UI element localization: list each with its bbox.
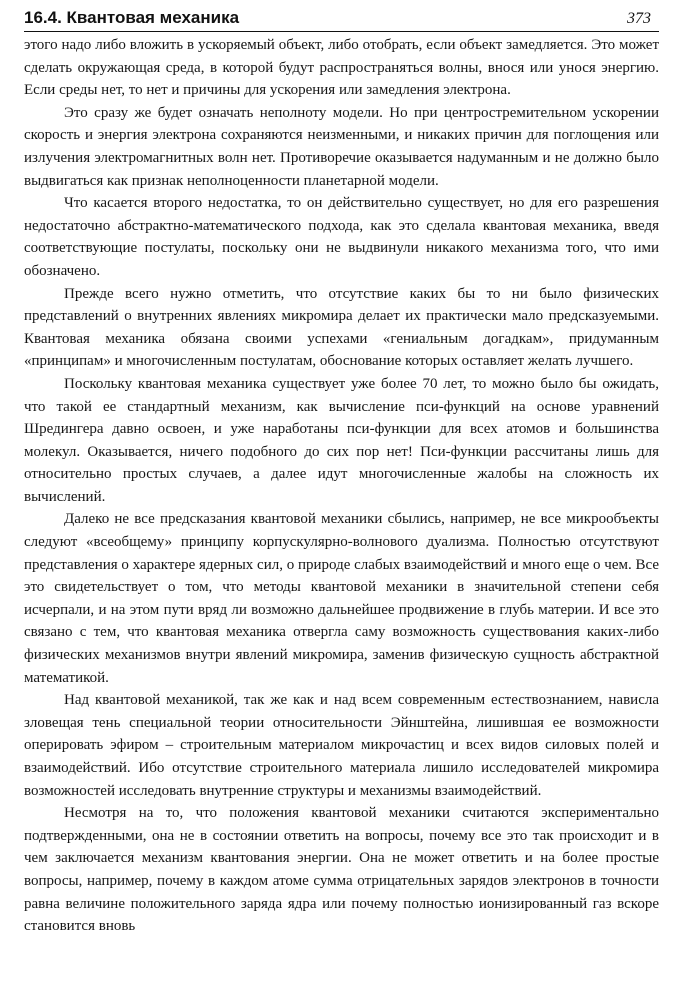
paragraph: Это сразу же будет означать неполноту модели. Но при центростремительном ускорении скорость и энергия электрона сохраняются неизменными, и никаких причин для поглощения или излучения электромагнитных волн нет. Противоречие оказывается надуманным и не должно было выдвигаться как признак неполноценности планетарной модели.: [24, 104, 659, 189]
running-header: [24, 8, 659, 32]
section-title: 16.4. Квантовая механика: [24, 8, 240, 27]
page-number: 373: [627, 10, 651, 27]
paragraph: Что касается второго недостатка, то он действительно существует, но для его разрешения недостаточно абстрактно-математического подхода, как это сделала квантовая механика, введя соответствующие постулаты, поскольку они не выдвинули никакого механизма того, что ими обозначено.: [24, 195, 659, 279]
paragraph: Прежде всего нужно отметить, что отсутствие каких бы то ни было физических представлений о внутренних явлениях микромира делает их практически мало предсказуемыми. Квантовая механика обязана своими успехами «гениальным догадкам», придуманным «принципам» и многочисленным постулатам, обоснование которых оставляет желать лучшего.: [24, 285, 659, 370]
paragraph: Над квантовой механикой, так же как и над всем современным естествознанием, нависла зловещая тень специальной теории относительности Эйнштейна, лишившая ее возможности оперировать эфиром – строительным материалом микрочастиц и всех видов силовых полей и взаимодействий. Ибо отсутствие строительного материала лишило исследователей микромира возможностей исследовать внутренние структуры и механизмы взаимодействий.: [24, 692, 659, 799]
paragraph: Несмотря на то, что положения квантовой механики считаются экспериментально подтвержденными, она не в состоянии ответить на вопросы, почему все это так происходит и в чем заключается механизм квантования энергии. Она не может ответить и на более простые вопросы, например, почему в каждом атоме сумма отрицательных зарядов электронов в точности равна величине положительного заряда ядра или почему полностью ионизированный газ вскоре становится вновь: [24, 805, 659, 935]
paragraph-continuation: этого надо либо вложить в ускоряемый объект, либо отобрать, если объект замедляется. Это может сделать окружающая среда, в которой будут распространяться волны, внося или унося энергию. Если среды нет, то нет и причины для ускорения или замедления электрона.: [24, 37, 659, 99]
paragraph: Далеко не все предсказания квантовой механики сбылись, например, не все микрообъекты следуют «всеобщему» принципу корпускулярно-волнового дуализма. Полностью отсутствуют представления о характере ядерных сил, о природе слабых взаимодействий и много еще о чем. Все это свидетельствует о том, что методы квантовой механики в значительной степени себя исчерпали, и на этом пути вряд ли возможно дальнейшее продвижение в глубь материи. И все это связано с тем, что квантовая механика отвергла саму возможность существования каких-либо физических механизмов внутри явлений микромира, заменив физическую сущность абстрактной математикой.: [24, 511, 659, 686]
paragraph: Поскольку квантовая механика существует уже более 70 лет, то можно было бы ожидать, что такой ее стандартный механизм, как вычисление пси-функций на основе уравнений Шредингера давно освоен, и уже наработаны пси-функции для всех атомов и большинства молекул. Оказывается, ничего подобного до сих пор нет! Пси-функции рассчитаны лишь для относительно простых случаев, а далее идут многочисленные жалобы на сложность их вычислений.: [24, 375, 659, 505]
page-body: [24, 34, 659, 938]
